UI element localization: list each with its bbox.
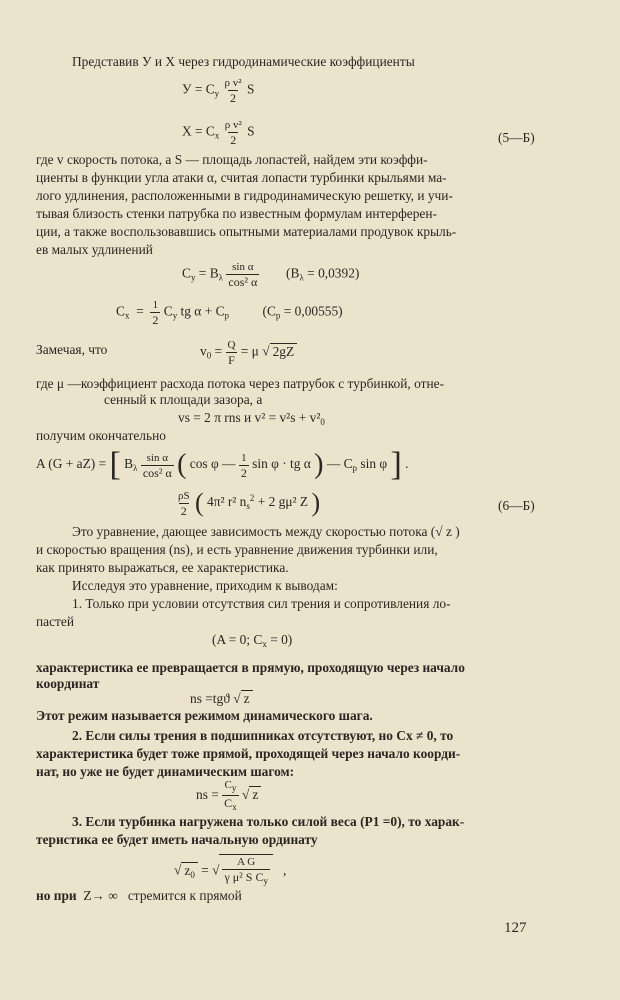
equation-ns-tg: ns =tgϑ √ z: [190, 690, 253, 707]
text-line: Этот режим называется режимом динамического шага.: [36, 708, 373, 723]
text-line: Исследуя это уравнение, приходим к выводам:: [72, 578, 338, 593]
text-line: где μ —коэффициент расхода потока через патрубок с турбинкой, отне-: [36, 376, 445, 391]
equation-cx: $C_x$ = $\frac{1}{2}$ $C_y$ tg $\alpha + C_p$ $(C_p = 0,00555)$: [116, 299, 343, 327]
text-line: ев малых удлинений: [36, 242, 153, 257]
text-line: характеристика будет тоже прямой, проходящей через начало коорди-: [36, 746, 461, 761]
text-line: ции, а также воспользовавшись опытными материалами продувок крыль-: [36, 224, 457, 239]
equation-x: $X = C_x$ $\frac{\text{ρ v²}}{2}$ S: [182, 119, 255, 147]
text-line: лого удлинения, расположенными в гидродинамическую решетку, и учи-: [36, 188, 453, 203]
equation-vs: vs = 2 π rns и $v^2 = v^2s + v^2_0$: [178, 410, 325, 427]
text-line: пастей: [36, 614, 75, 629]
equation-v0: $v_0$ = $\frac{Q}{F}$ = μ √ 2gZ: [200, 338, 297, 367]
page-number: 127: [504, 920, 527, 936]
equation-condition: (A = 0; $C_x = 0$): [212, 632, 293, 649]
equation-main-cont: $\frac{\rho S}{2}$ ( 4π² r² $n_s^2 + 2$ gμ² Z ): [178, 488, 321, 518]
text-line: характеристика ее превращается в прямую, проходящую через начало: [36, 660, 465, 675]
text-line: получим окончательно: [36, 428, 166, 443]
text-line: теристика ее будет иметь начальную ординату: [36, 832, 318, 847]
equation-cy: $C_y = B_\lambda$ $\frac{\text{sin α}}{\text{cos² α}}$ $(B_\lambda = 0,0392)$: [182, 261, 360, 289]
equation-main: A (G + aZ) = [ $B_\lambda$ $\frac{\text{sin α}}{\text{cos² α}}$ ( cos φ — $\frac{1}{2}$ sin φ · tg α ) — $C_p$ sin φ ] .: [36, 446, 409, 483]
text-line: 3. Если турбинка нагружена только силой веса (P1 =0), то харак-: [72, 814, 465, 829]
equation-y: $У = C_y$ $\frac{\text{ρ v²}}{2}$ S: [182, 77, 255, 105]
text-line: и скоростью вращения (ns), и есть уравнение движения турбинки или,: [36, 542, 438, 557]
equation-ref-6b: (6—Б): [498, 498, 535, 513]
text-line: Замечая, что: [36, 342, 108, 357]
text-line: координат: [36, 676, 100, 691]
equation-ns-ratio: ns = $\frac{C_y}{C_x}$ √ z: [196, 778, 261, 814]
text-line: тывая близость стенки патрубка по известным формулам интерферен-: [36, 206, 437, 221]
text-line: где v скорость потока, а S — площадь лопастей, найдем эти коэффи-: [36, 152, 428, 167]
text-line: сенный к площади зазора, а: [104, 392, 263, 407]
text-line: 1. Только при условии отсутствия сил трения и сопротивления ло-: [72, 596, 451, 611]
text-line: Представив У и Х через гидродинамические коэффициенты: [72, 54, 415, 69]
text-line: как принято выражаться, ее характеристика.: [36, 560, 289, 575]
text-line: 2. Если силы трения в подшипниках отсутствуют, но Cx ≠ 0, то: [72, 728, 454, 743]
equation-ref-5b: (5—Б): [498, 130, 535, 145]
text-line: Это уравнение, дающее зависимость между скоростью потока (√ z ): [72, 524, 460, 539]
equation-z0: √ $z_0$ = √ $\frac{\text{A G}}{\gamma \mu^2 S C_y}$ ,: [174, 856, 287, 886]
text-line: циенты в функции угла атаки α, считая лопасти турбинки крыльями ма-: [36, 170, 447, 185]
text-line: но при Z→ ∞ стремится к прямой: [36, 888, 242, 903]
text-line: нат, но уже не будет динамическим шагом:: [36, 764, 295, 779]
